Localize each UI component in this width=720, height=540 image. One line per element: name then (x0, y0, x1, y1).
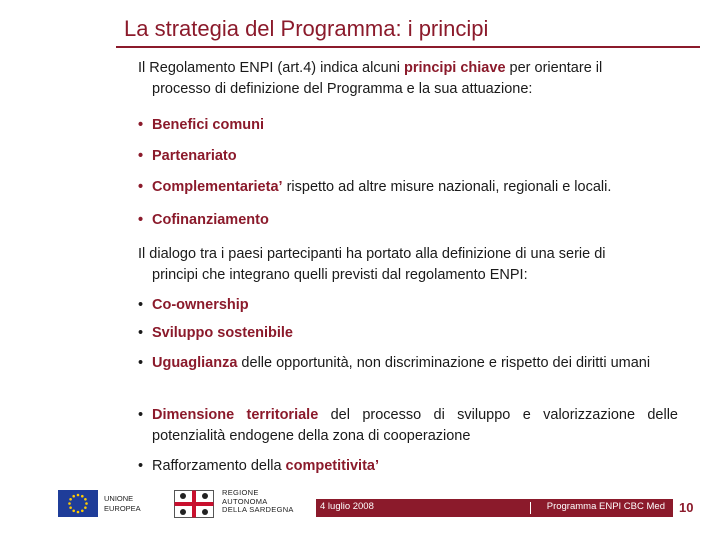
dialog-line-1: Il dialogo tra i paesi partecipanti ha portato alla definizione di una serie di (138, 246, 606, 262)
bullet-dot: • (138, 325, 144, 341)
list-item: • Benefici comuni (138, 115, 678, 136)
intro-line-1: Il Regolamento ENPI (art.4) indica alcuni principi chiave per orientare il (138, 60, 603, 76)
eu-label: UNIONE EUROPEA (104, 494, 141, 513)
list-item: • Cofinanziamento (138, 210, 678, 231)
intro-line-2: processo di definizione del Programma e la sua attuazione: (152, 81, 533, 97)
title-underline (116, 46, 700, 48)
bullet-dot: • (138, 117, 144, 133)
list-item: • Partenariato (138, 146, 678, 167)
page-number: 10 (679, 500, 694, 515)
bullet-dot: • (138, 148, 144, 164)
slide-title: La strategia del Programma: i principi (124, 16, 489, 41)
sardinia-coat-of-arms-logo (174, 490, 214, 518)
list-item: • Sviluppo sostenibile (138, 323, 678, 344)
dialog-paragraph (138, 244, 678, 286)
list-item: • Co-ownership (138, 295, 678, 316)
bullet-dot: • (138, 212, 144, 228)
intro-paragraph (138, 58, 678, 100)
list-item: • Dimensione territoriale del processo di sviluppo e valorizzazione delle potenzialità endogene della zona di cooperazione (138, 407, 678, 444)
bullet-dot: • (138, 407, 144, 423)
dialog-line-2: principi che integrano quelli previsti dal regolamento ENPI: (152, 267, 528, 283)
footer-divider (530, 502, 531, 514)
bullet-dot: • (138, 355, 144, 371)
bullet-dot: • (138, 297, 144, 313)
bullet-dot: • (138, 458, 144, 474)
list-item: • Complementarieta’ rispetto ad altre misure nazionali, regionali e locali. (138, 177, 678, 198)
region-label: REGIONE AUTONOMA DELLA SARDEGNA (222, 488, 294, 514)
list-item: • Rafforzamento della competitivita’ (138, 456, 678, 477)
bullet-dot: • (138, 179, 144, 195)
footer-bar (316, 499, 673, 517)
eu-flag-logo (58, 490, 98, 517)
footer-date: 4 luglio 2008 (320, 501, 374, 512)
footer-program: Programma ENPI CBC Med (546, 501, 665, 512)
list-item: • Uguaglianza delle opportunità, non discriminazione e rispetto dei diritti umani (138, 353, 678, 374)
